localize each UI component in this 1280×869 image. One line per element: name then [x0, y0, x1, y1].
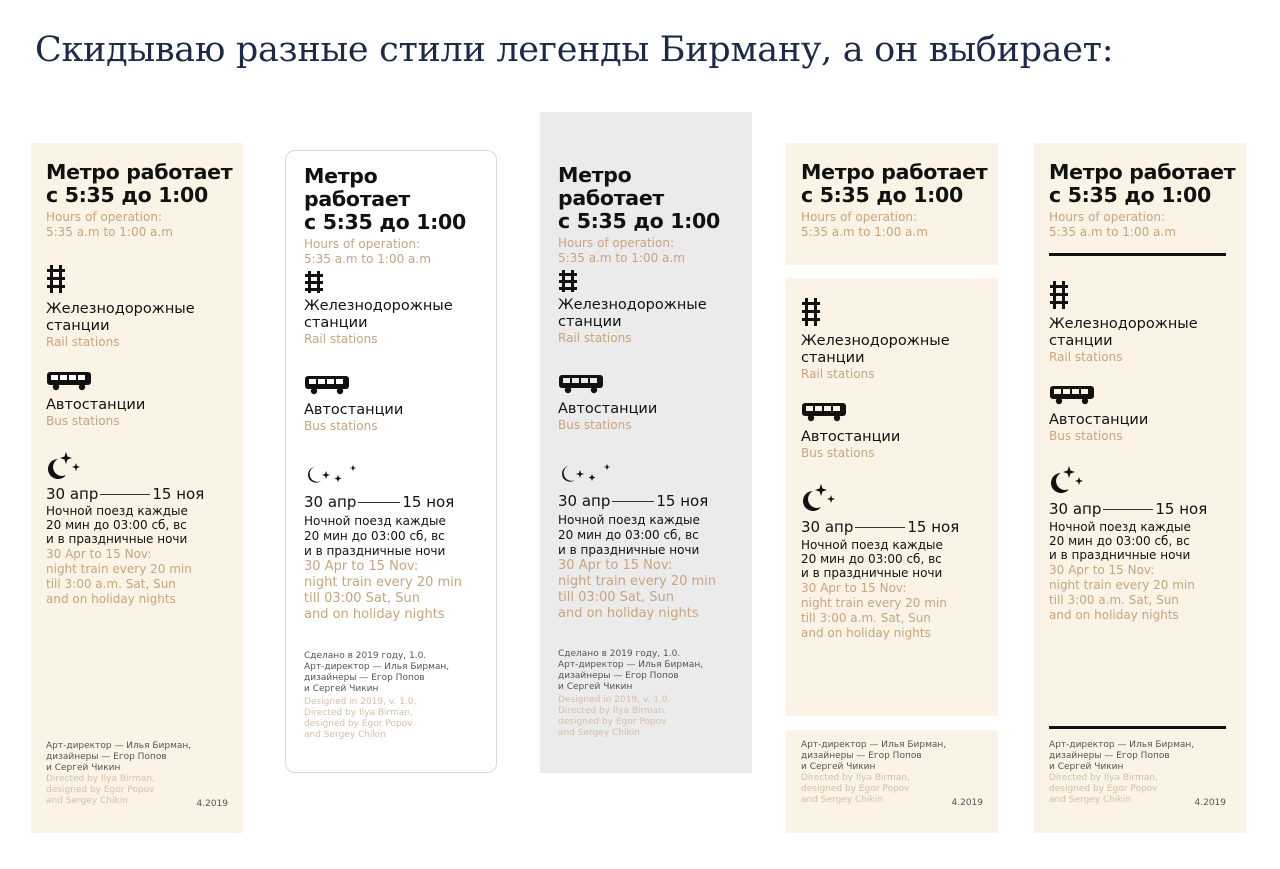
credits-en-line2: designed by Egor Popov: [1049, 784, 1158, 794]
bus-label-en: Bus stations: [1049, 429, 1123, 443]
night-en-line2: night train every 20 min: [801, 596, 947, 610]
hours-block: [46, 161, 233, 240]
rail-label-en: Rail stations: [558, 331, 632, 345]
night-dates: [304, 493, 486, 511]
bottom-divider: [1049, 726, 1226, 729]
night-block: [558, 462, 742, 622]
night-ru-line1: Ночной поезд каждые: [1049, 520, 1191, 534]
credits-ru-line1: Арт-директор — Илья Бирман,: [46, 741, 192, 751]
legend-variant-5: [1034, 143, 1246, 833]
night-ru-line1: Ночной поезд каждые: [558, 513, 700, 527]
hours-heading-line1: Метро работает: [558, 163, 665, 210]
hours-heading-line2: с 5:35 до 1:00: [558, 209, 720, 233]
credits-en-line1: Directed by Ilya Birman,: [1049, 773, 1158, 783]
night-en-line3: till 03:00 Sat, Sun: [558, 590, 674, 605]
credits-en-line2: designed by Egor Popov: [46, 785, 155, 795]
legend-variant-1: [31, 143, 243, 833]
night-ru-line2: 20 мин до 03:00 сб, вс: [558, 528, 699, 542]
bus-label: Автостанции: [801, 429, 901, 445]
night-ru-line1: Ночной поезд каждые: [304, 514, 446, 528]
hours-heading-line1: Метро работает: [1049, 160, 1236, 184]
legend-variant-4-hours-card: [786, 143, 998, 265]
credits-year: 4.2019: [196, 799, 228, 809]
night-ru-line1: Ночной поезд каждые: [46, 504, 188, 518]
credits-en-line1: Directed by Ilya Birman,: [46, 774, 155, 784]
rail-label-en: Rail stations: [304, 332, 378, 346]
night-en-line1: 30 Apr to 15 Nov:: [1049, 563, 1155, 577]
night-en-line1: 30 Apr to 15 Nov:: [801, 581, 907, 595]
bus-block: [558, 374, 742, 433]
rail-label-line1: Железнодорожные: [46, 301, 195, 317]
credits-ru-line2: дизайнеры — Егор Попов: [46, 752, 167, 762]
night-icon: [1049, 465, 1085, 493]
night-ru-line3: и в праздничные ночи: [1049, 548, 1191, 562]
night-en-line1: 30 Apr to 15 Nov:: [558, 558, 673, 573]
hours-heading-line1: Метро работает: [304, 164, 411, 211]
rail-block: [801, 298, 988, 382]
rail-label-en: Rail stations: [46, 335, 120, 349]
bus-label-en: Bus stations: [801, 446, 875, 460]
bus-block: [1049, 385, 1236, 444]
night-en-line3: till 3:00 a.m. Sat, Sun: [1049, 593, 1179, 607]
credits-en-line2: designed by Egor Popov: [558, 717, 667, 727]
rail-label-line2: станции: [304, 315, 368, 331]
night-dates: [801, 518, 988, 536]
credits-en-line1: Directed by Ilya Birman,: [801, 773, 910, 783]
rail-icon: [1049, 281, 1069, 309]
date-end: 15 ноя: [907, 518, 960, 536]
bus-icon: [558, 374, 604, 394]
night-ru-line3: и в праздничные ночи: [801, 566, 943, 580]
credits-ru-line1: Арт-директор — Илья Бирман,: [558, 660, 704, 670]
credits-block: [1049, 740, 1226, 808]
night-ru-line2: 20 мин до 03:00 сб, вс: [801, 552, 942, 566]
night-en-line2: night train every 20 min: [558, 574, 717, 589]
rail-block: [558, 270, 742, 346]
bus-label-en: Bus stations: [46, 414, 120, 428]
credits-ru-line1: Арт-директор — Илья Бирман,: [1049, 740, 1195, 750]
rail-icon: [801, 298, 821, 326]
credits-block: [558, 649, 737, 739]
hours-heading-line2: с 5:35 до 1:00: [1049, 183, 1211, 207]
night-en-line4: and on holiday nights: [1049, 608, 1179, 622]
bus-icon: [304, 375, 350, 395]
credits-ru-line2: дизайнеры — Егор Попов: [558, 671, 679, 681]
hours-block: [801, 161, 988, 240]
night-en-line1: 30 Apr to 15 Nov:: [46, 547, 152, 561]
night-block: [1049, 465, 1236, 623]
credits-en-line2: designed by Egor Popov: [801, 784, 910, 794]
rail-label-line2: станции: [558, 314, 622, 330]
credits-ru-line3: и Сергей Чикин: [558, 682, 633, 692]
hours-en-line1: Hours of operation:: [304, 237, 421, 251]
bus-block: [46, 371, 233, 429]
rail-icon: [304, 271, 324, 293]
hours-en-line2: 5:35 a.m to 1:00 a.m: [304, 252, 431, 266]
rail-label-en: Rail stations: [1049, 350, 1123, 364]
night-icon: [801, 483, 837, 511]
night-en-line3: till 3:00 a.m. Sat, Sun: [46, 577, 176, 591]
bus-icon: [1049, 385, 1095, 405]
night-icon: [558, 462, 614, 484]
hours-heading-line1: Метро работает: [801, 160, 988, 184]
hours-heading-line2: с 5:35 до 1:00: [801, 183, 963, 207]
date-start: 30 апр: [46, 485, 99, 503]
credits-en-line2: designed by Egor Popov: [304, 719, 413, 729]
credits-ru-line3: и Сергей Чикин: [304, 684, 379, 694]
rail-label-line1: Железнодорожные: [801, 333, 950, 349]
rail-label-line1: Железнодорожные: [558, 297, 707, 313]
credits-en-line1: Directed by Ilya Birman,: [558, 706, 667, 716]
night-ru-line3: и в праздничные ночи: [304, 544, 446, 558]
hours-en-line1: Hours of operation:: [1049, 210, 1166, 224]
rail-label-en: Rail stations: [801, 367, 875, 381]
hours-block: [1049, 161, 1236, 240]
credits-en-line3: and Sergey Chikin: [46, 796, 128, 806]
date-end: 15 ноя: [152, 485, 205, 503]
credits-made-ru: Сделано в 2019 году, 1.0.: [304, 651, 427, 661]
bus-label: Автостанции: [304, 402, 404, 418]
night-ru-line2: 20 мин до 03:00 сб, вс: [1049, 534, 1190, 548]
credits-ru-line2: дизайнеры — Егор Попов: [304, 673, 425, 683]
credits-en-made: Designed in 2019, v. 1.0.: [304, 697, 417, 707]
page-title: Скидываю разные стили легенды Бирману, а он выбирает:: [35, 30, 1114, 70]
rail-label-line1: Железнодорожные: [304, 298, 453, 314]
hours-en-line1: Hours of operation:: [801, 210, 918, 224]
legend-variant-2: [285, 150, 497, 773]
credits-ru-line3: и Сергей Чикин: [801, 762, 876, 772]
bus-label-en: Bus stations: [558, 418, 632, 432]
bus-label-en: Bus stations: [304, 419, 378, 433]
night-dates: [1049, 500, 1236, 518]
credits-en-line1: Directed by Ilya Birman,: [304, 708, 413, 718]
rail-label-line2: станции: [801, 350, 865, 366]
night-ru-line1: Ночной поезд каждые: [801, 538, 943, 552]
night-en-line4: and on holiday nights: [558, 606, 699, 621]
bus-label: Автостанции: [558, 401, 658, 417]
night-en-line1: 30 Apr to 15 Nov:: [304, 559, 419, 574]
date-start: 30 апр: [558, 492, 611, 510]
date-start: 30 апр: [801, 518, 854, 536]
legend-variant-4-credits-card: [786, 730, 998, 833]
credits-ru-line2: дизайнеры — Егор Попов: [801, 751, 922, 761]
night-icon: [46, 451, 82, 479]
top-divider: [1049, 253, 1226, 256]
rail-label-line2: станции: [46, 318, 110, 334]
night-ru-line2: 20 мин до 03:00 сб, вс: [304, 529, 445, 543]
date-start: 30 апр: [1049, 500, 1102, 518]
night-block: [46, 451, 233, 607]
hours-en-line2: 5:35 a.m to 1:00 a.m: [558, 251, 685, 265]
date-end: 15 ноя: [1155, 500, 1208, 518]
night-en-line4: and on holiday nights: [304, 607, 445, 622]
hours-heading-line2: с 5:35 до 1:00: [304, 210, 466, 234]
hours-en-line2: 5:35 a.m to 1:00 a.m: [46, 225, 173, 239]
rail-block: [46, 265, 233, 350]
hours-heading-line2: с 5:35 до 1:00: [46, 183, 208, 207]
night-en-line2: night train every 20 min: [1049, 578, 1195, 592]
night-en-line4: and on holiday nights: [46, 592, 176, 606]
credits-en-line3: and Sergey Chikin: [801, 795, 883, 805]
night-ru-line3: и в праздничные ночи: [558, 543, 700, 557]
legend-variant-3: [540, 112, 752, 773]
credits-en-line3: and Sergey Chikin: [558, 728, 640, 738]
legend-variant-4-icons-card: [786, 278, 998, 716]
hours-en-line2: 5:35 a.m to 1:00 a.m: [1049, 225, 1176, 239]
credits-en-line3: and Sergey Chikin: [1049, 795, 1131, 805]
night-en-line2: night train every 20 min: [304, 575, 463, 590]
credits-block: [46, 741, 228, 809]
bus-block: [304, 375, 486, 434]
rail-block: [1049, 281, 1236, 365]
credits-block: [304, 651, 481, 741]
bus-label: Автостанции: [46, 397, 146, 413]
rail-icon: [46, 265, 66, 293]
credits-year: 4.2019: [1194, 798, 1226, 808]
hours-en-line2: 5:35 a.m to 1:00 a.m: [801, 225, 928, 239]
night-dates: [46, 485, 233, 503]
night-ru-line2: 20 мин до 03:00 сб, вс: [46, 518, 187, 532]
night-block: [304, 463, 486, 623]
credits-en-line3: and Sergey Chikin: [304, 730, 386, 740]
bus-icon: [801, 402, 847, 422]
date-end: 15 ноя: [656, 492, 709, 510]
credits-ru-line3: и Сергей Чикин: [1049, 762, 1124, 772]
night-en-line3: till 3:00 a.m. Sat, Sun: [801, 611, 931, 625]
night-en-line2: night train every 20 min: [46, 562, 192, 576]
credits-ru-line2: дизайнеры — Егор Попов: [1049, 751, 1170, 761]
bus-block: [801, 402, 988, 461]
hours-en-line1: Hours of operation:: [46, 210, 163, 224]
night-en-line4: and on holiday nights: [801, 626, 931, 640]
rail-block: [304, 271, 486, 347]
credits-block: [801, 740, 983, 808]
night-dates: [558, 492, 742, 510]
credits-ru-line1: Арт-директор — Илья Бирман,: [304, 662, 450, 672]
night-icon: [304, 463, 360, 485]
hours-block: [558, 164, 742, 266]
hours-en-line1: Hours of operation:: [558, 236, 675, 250]
credits-ru-line3: и Сергей Чикин: [46, 763, 121, 773]
credits-year: 4.2019: [951, 798, 983, 808]
rail-label-line2: станции: [1049, 333, 1113, 349]
night-block: [801, 483, 988, 641]
bus-icon: [46, 371, 92, 391]
rail-icon: [558, 270, 578, 292]
date-start: 30 апр: [304, 493, 357, 511]
bus-label: Автостанции: [1049, 412, 1149, 428]
credits-made-ru: Сделано в 2019 году, 1.0.: [558, 649, 681, 659]
night-ru-line3: и в праздничные ночи: [46, 532, 188, 546]
credits-en-made: Designed in 2019, v. 1.0.: [558, 695, 671, 705]
hours-block: [304, 165, 486, 267]
night-en-line3: till 03:00 Sat, Sun: [304, 591, 420, 606]
rail-label-line1: Железнодорожные: [1049, 316, 1198, 332]
hours-heading-line1: Метро работает: [46, 160, 233, 184]
date-end: 15 ноя: [402, 493, 455, 511]
credits-ru-line1: Арт-директор — Илья Бирман,: [801, 740, 947, 750]
